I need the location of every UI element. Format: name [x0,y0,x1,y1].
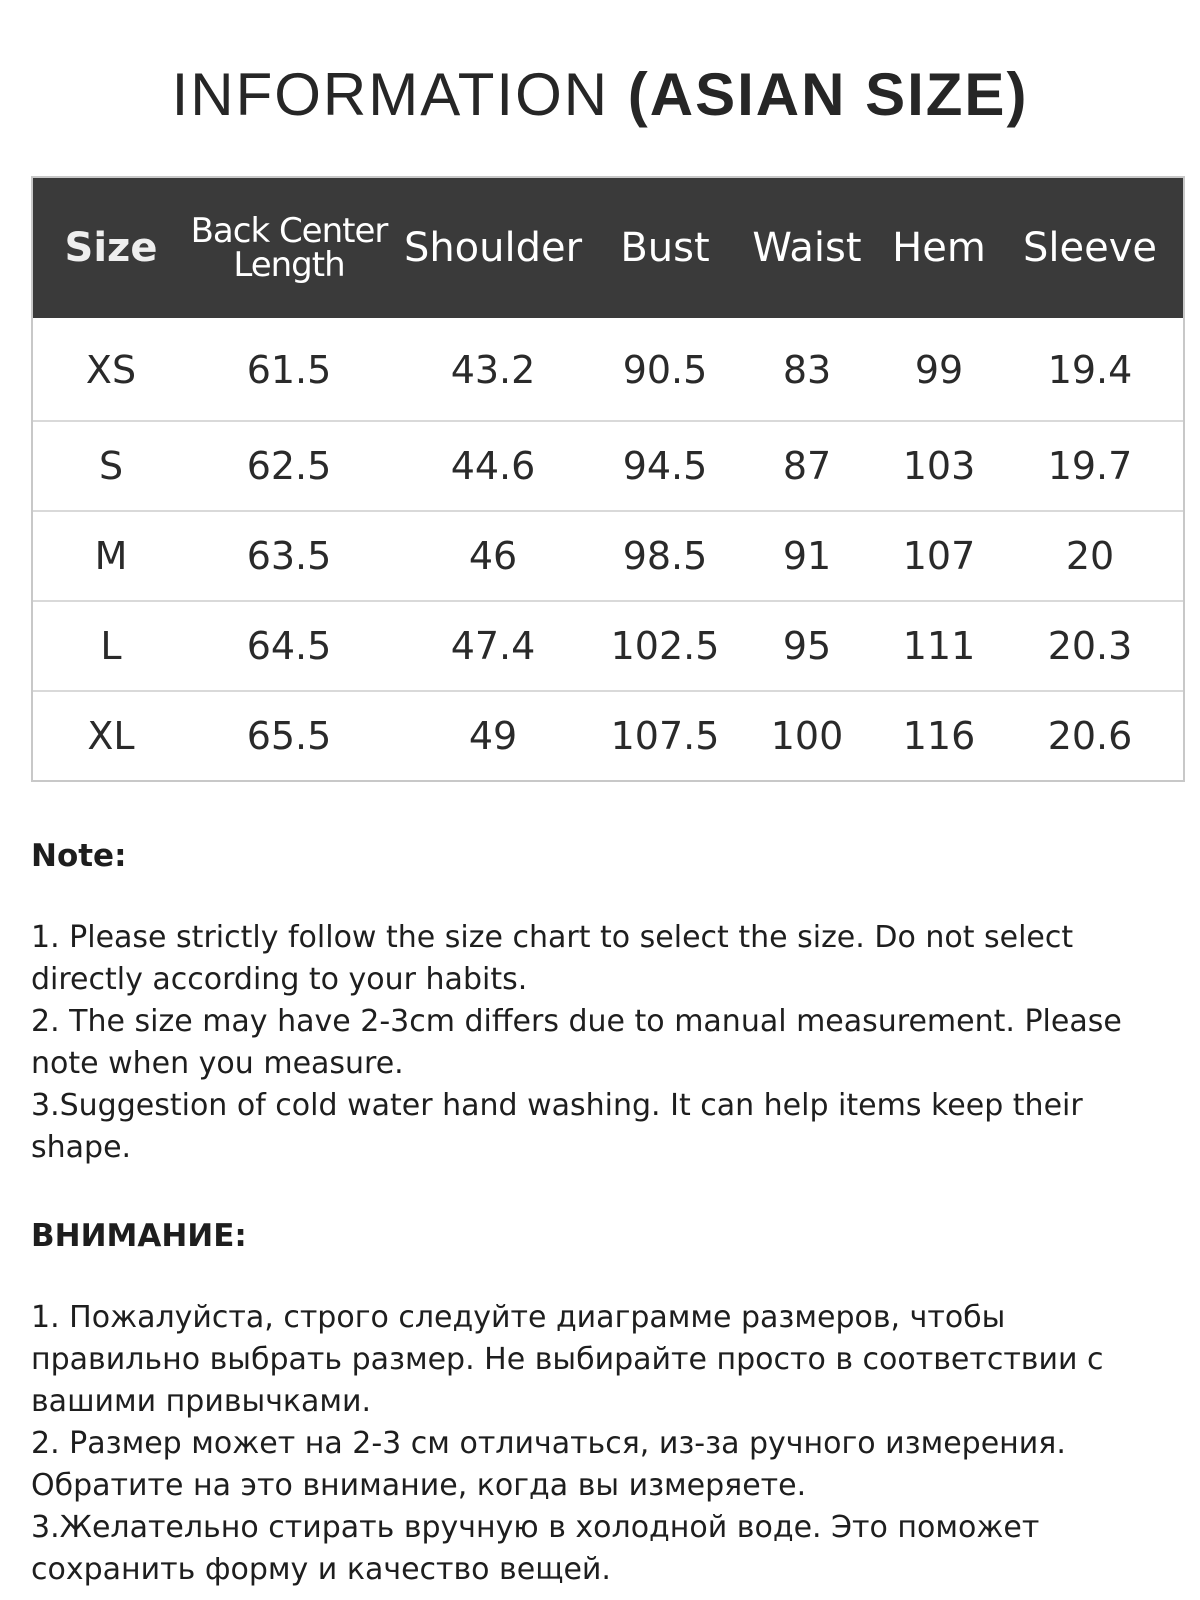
header-shoulder: Shoulder [403,225,583,271]
cell-back-center-length: 63.5 [246,534,332,578]
cell-sleeve: 20.3 [1047,624,1133,668]
table-row [33,512,1183,602]
cell-hem: 99 [914,348,964,392]
header-hem: Hem [892,225,986,271]
cell-sleeve: 19.7 [1047,444,1133,488]
cell-back-center-length: 62.5 [246,444,332,488]
header-back-center-length [189,211,389,285]
cell-hem: 107 [902,534,976,578]
cell-shoulder: 43.2 [450,348,536,392]
table-row [33,422,1183,512]
notes-section [31,835,1176,1591]
cell-shoulder: 44.6 [450,444,536,488]
note-item: 2. The size may have 2-3cm differs due to manual measurement. Please note when you measure. [31,1004,1122,1081]
note-item: 1. Пожалуйста, строго следуйте диаграмме размеров, чтобы правильно выбрать размер. Не выбирайте просто в соответствии с вашими привычками. [31,1300,1104,1419]
cell-shoulder: 49 [468,714,518,758]
cell-shoulder: 47.4 [450,624,536,668]
cell-sleeve: 20.6 [1047,714,1133,758]
cell-bust: 90.5 [622,348,708,392]
table-header-row [33,178,1183,318]
note-heading-ru: ВНИМАНИЕ: [31,1218,247,1254]
cell-bust: 98.5 [622,534,708,578]
cell-hem: 116 [902,714,976,758]
note-list-ru [31,1297,1176,1591]
cell-sleeve: 20 [1065,534,1115,578]
table-row [33,318,1183,422]
header-size: Size [64,225,158,271]
cell-bust: 94.5 [622,444,708,488]
cell-sleeve: 19.4 [1047,348,1133,392]
cell-hem: 103 [902,444,976,488]
cell-size: S [98,444,124,488]
note-item: 3.Желательно стирать вручную в холодной воде. Это поможет сохранить форму и качество вещей. [31,1510,1040,1587]
cell-waist: 87 [782,444,832,488]
cell-shoulder: 46 [468,534,518,578]
table-row [33,602,1183,692]
header-sleeve: Sleeve [1022,225,1157,271]
cell-size: XS [85,348,137,392]
title-size-system: (ASIAN SIZE) [627,61,1029,128]
cell-bust: 107.5 [610,714,720,758]
cell-back-center-length: 64.5 [246,624,332,668]
cell-waist: 95 [782,624,832,668]
size-chart-table [31,176,1185,782]
note-item: 2. Размер может на 2-3 см отличаться, из-за ручного измерения. Обратите на это внимание, когда вы измеряете. [31,1426,1066,1503]
cell-waist: 83 [782,348,832,392]
header-bust: Bust [620,225,710,271]
cell-waist: 100 [770,714,844,758]
note-list-en [31,917,1176,1169]
title-main: INFORMATION [171,61,610,128]
cell-size: M [94,534,128,578]
cell-waist: 91 [782,534,832,578]
cell-back-center-length: 61.5 [246,348,332,392]
page-title [0,55,1200,135]
cell-bust: 102.5 [610,624,720,668]
note-item: 3.Suggestion of cold water hand washing. It can help items keep their shape. [31,1088,1083,1165]
note-item: 1. Please strictly follow the size chart to select the size. Do not select directly according to your habits. [31,920,1074,997]
header-waist: Waist [752,225,862,271]
cell-hem: 111 [902,624,976,668]
table-row [33,692,1183,780]
cell-size: XL [87,714,135,758]
note-heading-en: Note: [31,838,127,874]
cell-size: L [100,624,122,668]
header-back-center-line2: Length [233,245,345,285]
cell-back-center-length: 65.5 [246,714,332,758]
header-back-center-line1: Back Center [190,211,388,251]
